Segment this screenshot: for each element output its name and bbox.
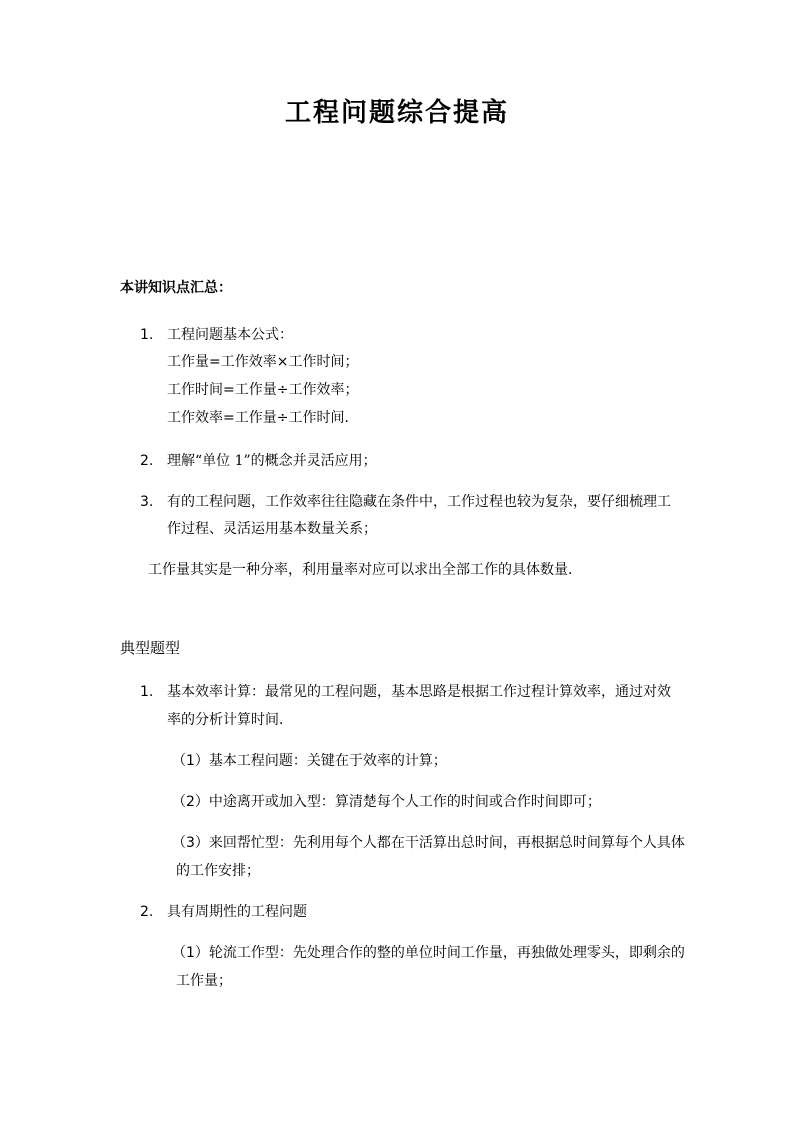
summary-item-1-number: 1. xyxy=(140,327,154,343)
typical-item-1-sub-2: （2）中途离开或加入型：算清楚每个人工作的时间或合作时间即可； xyxy=(172,794,601,810)
summary-note: 工作量其实是一种分率，利用量率对应可以求出全部工作的具体数量． xyxy=(148,562,582,578)
summary-item-3-line-2: 作过程、灵活运用基本数量关系； xyxy=(167,521,377,537)
summary-item-2-text: 理解“单位 1”的概念并灵活应用； xyxy=(167,453,377,469)
formula-work-amount: 工作量=工作效率×工作时间； xyxy=(167,354,359,370)
formula-work-time: 工作时间=工作量÷工作效率； xyxy=(167,382,359,398)
typical-item-1-line-2: 率的分析计算时间． xyxy=(167,712,293,728)
summary-item-1-heading: 工程问题基本公式： xyxy=(167,327,293,343)
typical-item-1-number: 1. xyxy=(140,684,154,700)
summary-heading: 本讲知识点汇总： xyxy=(120,280,232,296)
summary-item-3-number: 3. xyxy=(140,494,154,510)
typical-item-2-sub-1-line-1: （1）轮流工作型：先处理合作的整的单位时间工作量，再独做处理零头，即剩余的 xyxy=(172,945,685,961)
typical-item-2-sub-1-line-2: 工作量； xyxy=(176,973,232,989)
page-title: 工程问题综合提高 xyxy=(284,98,509,128)
typical-item-1-sub-3-line-1: （3）来回帮忙型：先利用每个人都在干活算出总时间，再根据总时间算每个人具体 xyxy=(172,835,685,851)
summary-item-3-line-1: 有的工程问题，工作效率往往隐藏在条件中，工作过程也较为复杂，要仔细梳理工 xyxy=(167,494,671,510)
typical-item-1-sub-1: （1）基本工程问题：关键在于效率的计算； xyxy=(172,753,447,769)
typical-item-1-sub-3-line-2: 的工作安排； xyxy=(176,863,260,879)
typical-item-2-heading: 具有周期性的工程问题 xyxy=(167,904,307,920)
summary-item-2-number: 2. xyxy=(140,453,154,469)
typical-item-1-line-1: 基本效率计算：最常见的工程问题，基本思路是根据工作过程计算效率，通过对效 xyxy=(167,684,671,700)
typical-heading: 典型题型 xyxy=(120,639,181,657)
typical-item-2-number: 2. xyxy=(140,904,154,920)
formula-work-efficiency: 工作效率=工作量÷工作时间． xyxy=(167,410,359,426)
